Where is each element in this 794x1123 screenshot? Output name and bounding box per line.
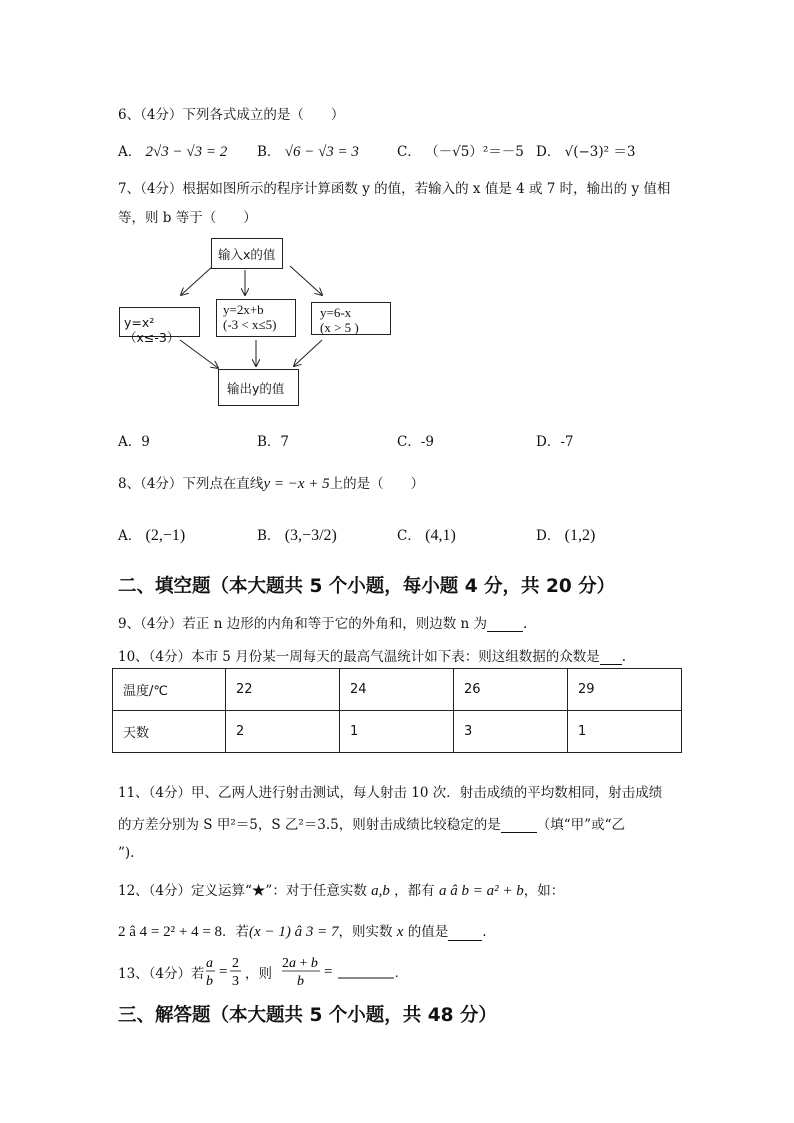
q6-stem: 6、（4分）下列各式成立的是（ ）: [118, 107, 345, 123]
q12-example: 2 â 4 = 2² + 4 = 8: [118, 924, 223, 940]
q8-stem-prefix: 8、（4分）下列点在直线: [118, 476, 264, 492]
q11-line2: [118, 813, 625, 833]
svg-text:=: =: [324, 964, 333, 980]
q12-suffix: ，如：: [523, 883, 565, 899]
arrow-to-right: [290, 266, 322, 295]
q8-option-d: [536, 524, 595, 545]
q13-expression: [282, 950, 422, 992]
svg-text:3: 3: [232, 974, 239, 989]
q11-line3: ”).: [118, 845, 135, 861]
option-expr: √6 − √3 = 3: [284, 144, 359, 160]
option-value: -9: [420, 434, 434, 450]
option-label: A．: [118, 144, 142, 160]
option-label: A．: [118, 528, 142, 544]
temperature-table: [112, 668, 682, 753]
option-value: 9: [141, 434, 150, 450]
q8-option-c: [397, 524, 456, 545]
table-cell: 天数: [113, 711, 226, 753]
svg-text:b: b: [297, 974, 304, 989]
option-label: A．: [118, 434, 142, 450]
flow-left-text: y=x² （x≤-3）: [124, 315, 180, 345]
option-label: C．: [397, 434, 421, 450]
flow-left-box: [119, 307, 200, 345]
svg-text:a: a: [206, 956, 213, 971]
option-expr: (3,−3/2): [284, 527, 337, 544]
svg-text:2a + b: 2a + b: [282, 956, 318, 971]
q10-stem: 10、（4分）本市 5 月份某一周每天的最高气温统计如下表：则这组数据的众数是 .: [118, 649, 626, 665]
q7-option-b: [257, 430, 289, 450]
table-cell: 24: [340, 669, 454, 711]
q9-stem: 9、（4分）若正 n 边形的内角和等于它的外角和，则边数 n 为 .: [118, 616, 528, 632]
table-cell: 1: [340, 711, 454, 753]
option-label: C．: [397, 528, 421, 544]
q12-prefix: 12、（4分）定义运算“★”：对于任意实数: [118, 883, 367, 899]
option-expr: (4,1): [425, 527, 456, 544]
option-label: D．: [536, 434, 561, 450]
q7-stem-line1: 7、（4分）根据如图所示的程序计算函数 y 的值，若输入的 x 值是 4 或 7 时，输出的 y 值相: [118, 181, 671, 197]
table-row: [113, 711, 682, 753]
table-cell: 1: [568, 711, 682, 753]
option-expr: (2,−1): [145, 527, 186, 544]
option-label: B．: [257, 144, 281, 160]
q13-prefix: 13、（4分）若: [118, 966, 205, 982]
q10-text: 10、（4分）本市 5 月份某一周每天的最高气温统计如下表：则这组数据的众数是: [118, 649, 600, 665]
flow-middle-box: [216, 299, 296, 337]
table-cell: 29: [568, 669, 682, 711]
q12-line2: 2 â 4 = 2² + 4 = 8．若(x − 1) â 3 = 7，则实数 x 的值是 .: [118, 924, 487, 940]
q12-condition: (x − 1) â 3 = 7: [249, 924, 339, 940]
q8-option-b: [257, 524, 337, 545]
option-label: B．: [257, 434, 281, 450]
q13-suffix: ，则: [245, 966, 272, 982]
table-row: [113, 669, 682, 711]
q8-line-equation: y = −x + 5: [263, 476, 330, 492]
option-value: 7: [280, 434, 290, 450]
table-cell: 22: [226, 669, 340, 711]
q8-option-a: [118, 524, 185, 545]
q11-line2-suffix: （填“甲”或“乙: [536, 817, 625, 833]
option-label: D．: [536, 144, 561, 160]
q12-if: ．若: [222, 924, 250, 940]
svg-text:=: =: [219, 964, 228, 980]
flow-right-line1: y=6-x: [320, 305, 352, 320]
table-cell: 26: [454, 669, 568, 711]
q12-variable: x: [396, 924, 404, 940]
q11-answer-blank: [501, 819, 537, 834]
flow-output-text: 输出y的值: [227, 381, 285, 396]
flow-middle-line2: (-3 < x≤5): [223, 317, 277, 332]
option-expr: 2√3 − √3 = 2: [145, 144, 228, 160]
q12-then: ，则实数: [338, 924, 393, 940]
q12-definition: a â b = a² + b: [438, 883, 524, 899]
option-value: -7: [560, 434, 574, 450]
svg-text:2: 2: [232, 956, 239, 971]
q9-answer-blank: [487, 618, 523, 633]
flow-input-box: [211, 238, 283, 269]
q7-option-d: [536, 430, 573, 450]
arrow-from-right: [294, 340, 322, 366]
q7-option-c: [397, 430, 434, 450]
svg-text:.: .: [395, 966, 399, 981]
q12-end: 的值是: [407, 924, 449, 940]
q8-stem-suffix: 上的是（ ）: [329, 476, 425, 492]
arrow-to-left: [181, 266, 213, 295]
q8-stem: [118, 472, 424, 493]
flow-middle-line1: y=2x+b: [223, 302, 264, 317]
section-solutions-heading: 三、解答题（本大题共 5 个小题，共 48 分）: [118, 1005, 497, 1026]
option-label: D．: [536, 528, 561, 544]
q12-vars: a,b: [371, 883, 390, 899]
table-cell: 温度/℃: [113, 669, 226, 711]
q12-line1: [118, 879, 564, 900]
flow-right-box: [311, 302, 391, 335]
q11-line1: 11、（4分）甲、乙两人进行射击测试，每人射击 10 次．射击成绩的平均数相同，射击成绩: [118, 785, 663, 801]
flow-right-line2: (x > 5 ): [320, 320, 359, 335]
q7-option-a: [118, 430, 150, 450]
flow-input-text: 输入x的值: [218, 247, 276, 262]
section-fill-in-heading: 二、填空题（本大题共 5 个小题，每小题 4 分，共 20 分）: [118, 576, 616, 597]
option-expr: （－√5）²＝－5: [425, 144, 524, 160]
q9-text: 9、（4分）若正 n 边形的内角和等于它的外角和，则边数 n 为: [118, 616, 487, 632]
flow-output-box: [218, 369, 299, 406]
q10-answer-blank: [600, 651, 622, 666]
q12-mid: ，都有: [394, 883, 435, 899]
svg-text:b: b: [206, 974, 213, 989]
table-cell: 2: [226, 711, 340, 753]
option-expr: √(−3)² ＝3: [564, 144, 636, 160]
option-label: B．: [257, 528, 281, 544]
arrow-from-left: [180, 340, 218, 368]
table-cell: 3: [454, 711, 568, 753]
q12-answer-blank: [448, 927, 482, 942]
q7-stem-line2: 等，则 b 等于（ ）: [118, 210, 257, 226]
q11-line2-text: 的方差分别为 S 甲²＝5，S 乙²＝3.5，则射击成绩比较稳定的是: [118, 817, 501, 833]
option-label: C．: [397, 144, 421, 160]
option-expr: (1,2): [564, 527, 596, 544]
